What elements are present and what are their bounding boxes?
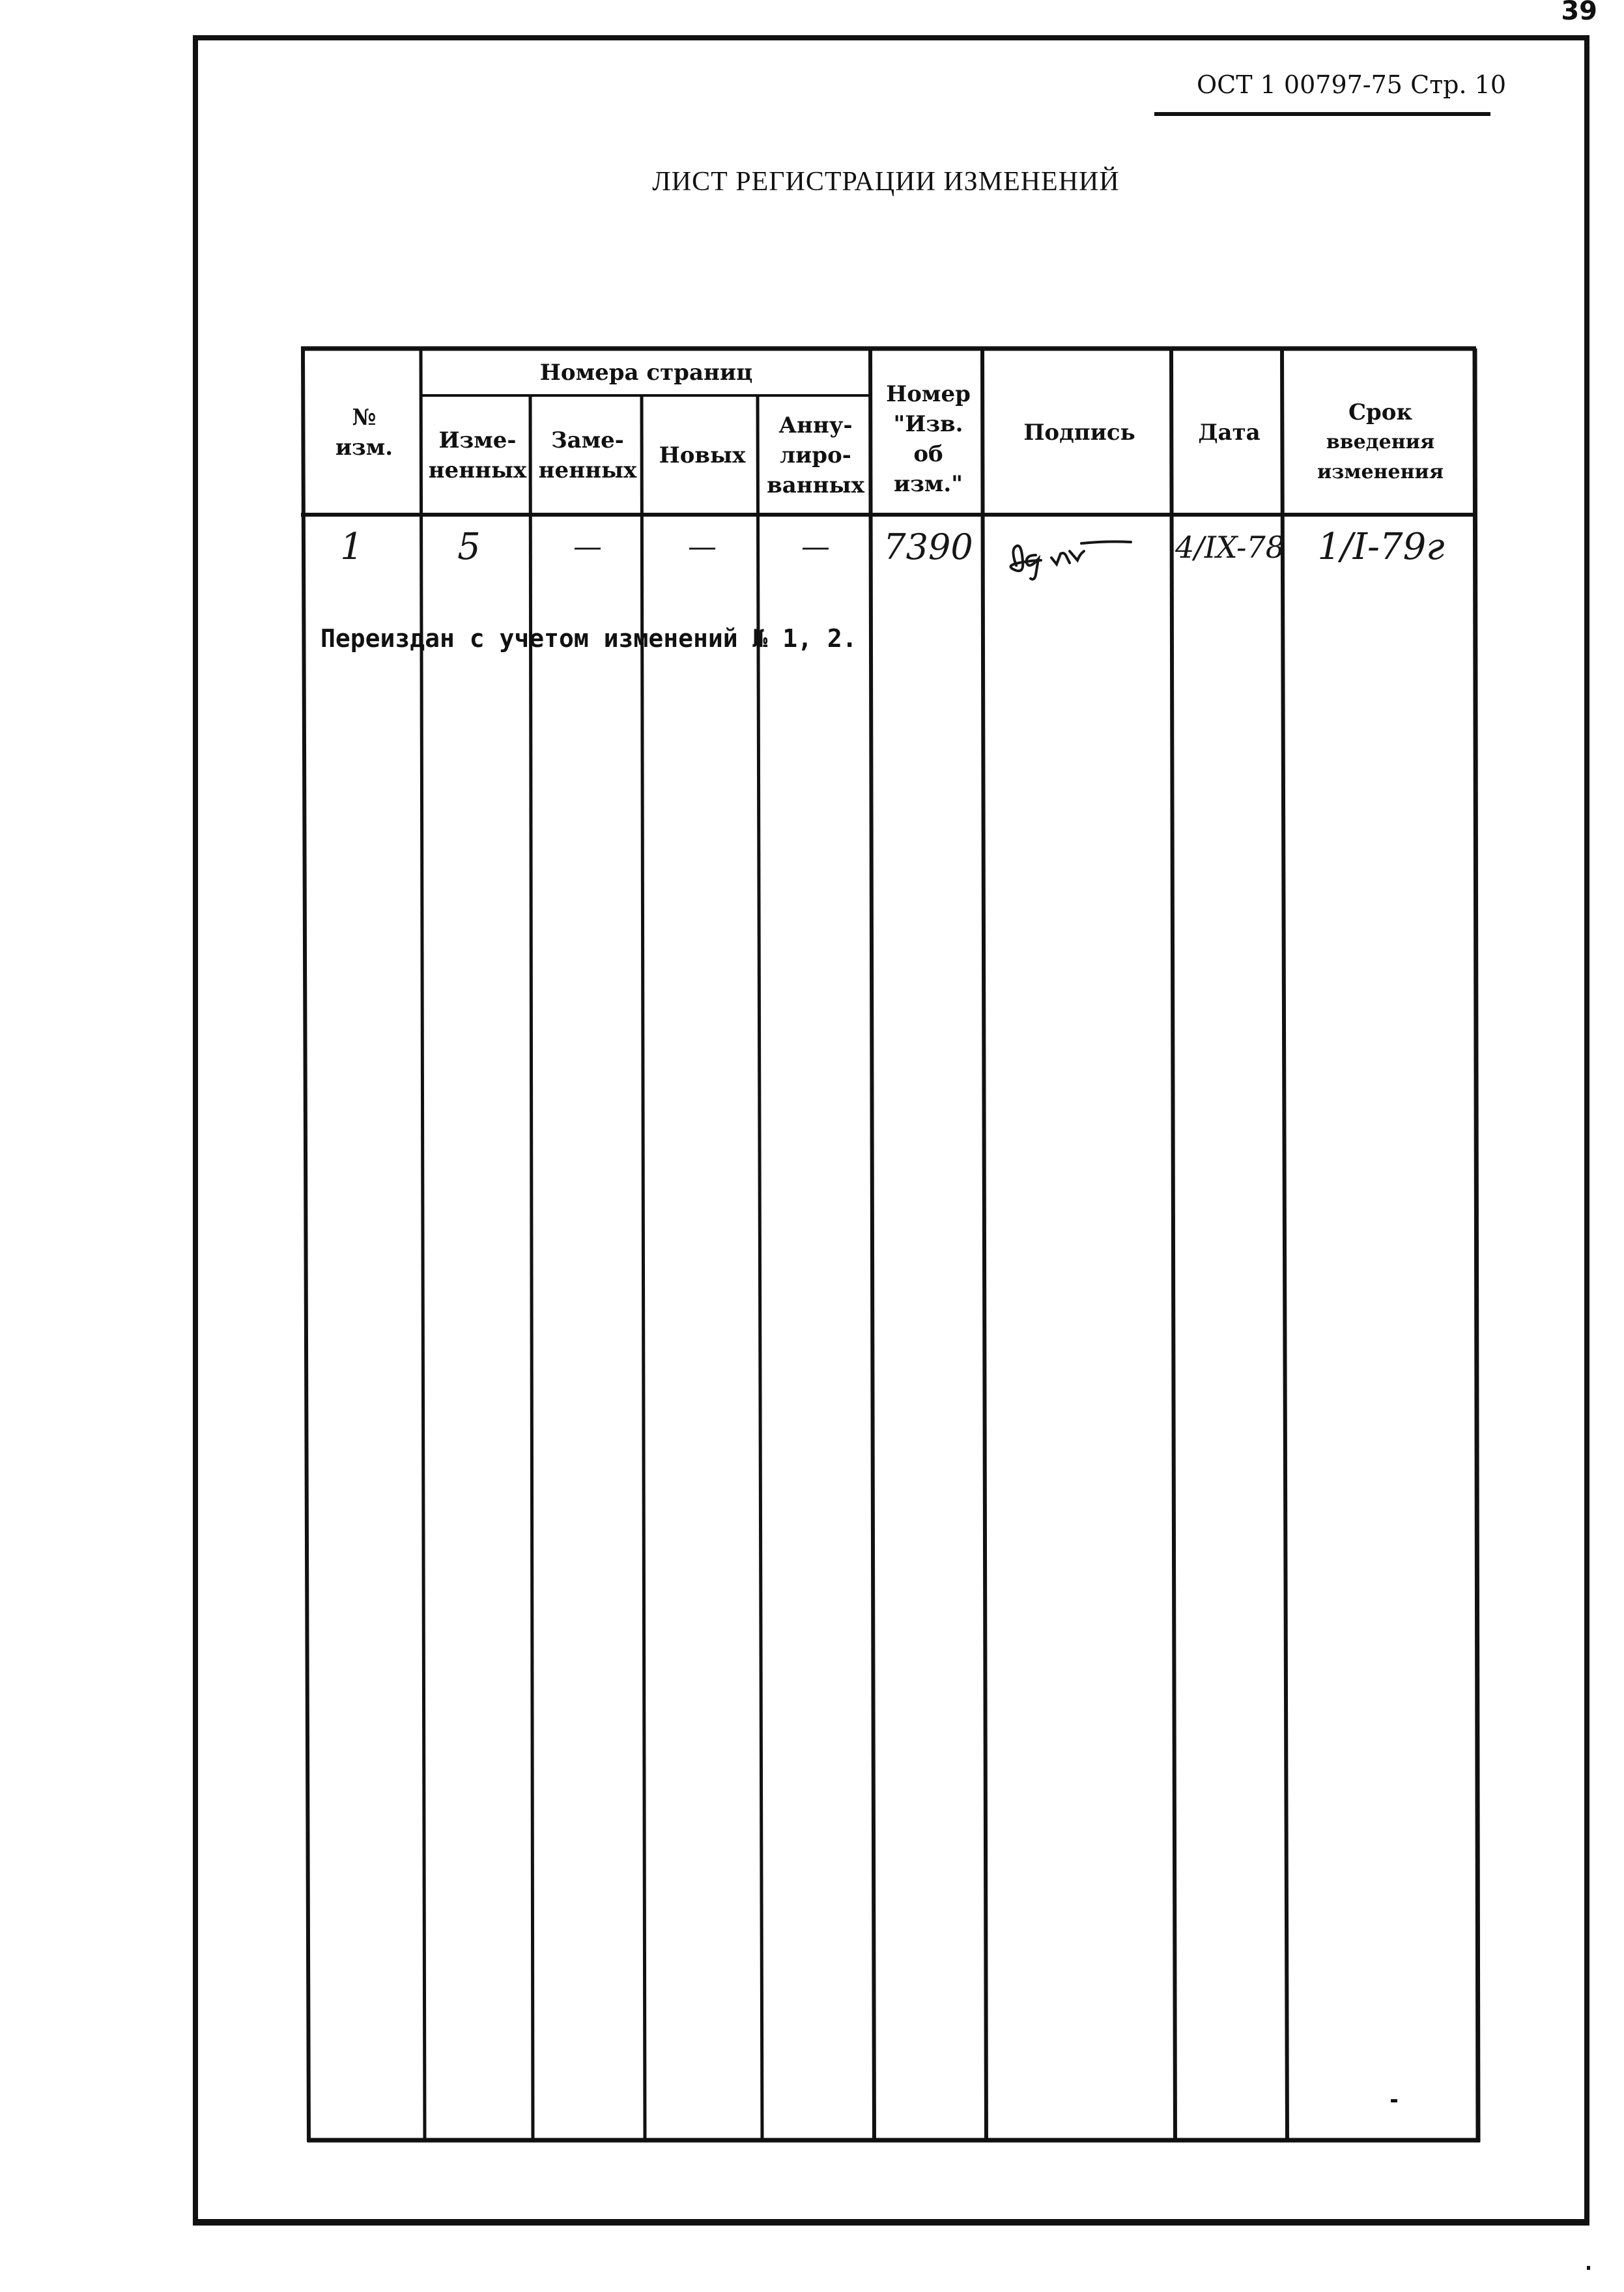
header-date: Дата [1198,420,1261,446]
row1-change-number: 1 [340,526,363,568]
header-replaced-pages-line1: Заме- [551,427,624,453]
header-notice-number-line3: об [913,441,943,467]
page-number: 39 [1561,0,1597,26]
reissue-note: Переиздан с учетом изменений № 1, 2. [321,624,857,653]
table-right-border [1475,349,1478,2142]
header-replaced-pages-line2: ненных [538,457,637,483]
col-divider-8 [1282,349,1287,2142]
header-change-number [306,352,422,513]
header-cancelled-pages-line2: лиро- [780,442,851,468]
header-notice-number-line2: "Изв. [893,411,963,437]
header-term-line1: Срок [1348,399,1413,425]
col-divider-5 [870,349,874,2142]
row1-cancelled-pages: — [801,530,830,564]
header-cancelled-pages-line3: ванных [767,472,864,498]
sheet-title: ЛИСТ РЕГИСТРАЦИИ ИЗМЕНЕНИЙ [652,167,1120,197]
row1-notice-number: 7390 [883,526,973,567]
row1-date: 4/IX-78 [1175,530,1285,565]
header-change-number-line1: № [352,405,377,431]
row1-changed-pages: 5 [457,526,481,568]
col-divider-6 [982,349,986,2142]
header-term-line2: введения [1326,431,1435,453]
header-page-numbers: Номера страниц [539,360,753,386]
col-divider-7 [1171,349,1175,2142]
table-left-border [303,349,309,2142]
scan-speck [1587,2266,1590,2270]
signature-mark [1011,541,1132,579]
header-changed-pages-line2: ненных [428,457,527,483]
header-signature: Подпись [1023,420,1135,446]
header-term-line3: изменения [1317,461,1444,483]
header-notice-number [873,365,984,513]
col-divider-1 [421,349,425,2142]
header-term [1286,371,1475,513]
row1-term: 1/I-79г [1317,526,1445,568]
row1-replaced-pages: — [573,530,602,564]
header-replaced-pages [533,397,642,513]
header-cancelled-pages-line1: Анну- [778,412,853,438]
row1-new-pages: — [688,530,717,564]
header-new-pages: Новых [659,442,746,468]
header-change-number-line2: изм. [335,435,393,461]
header-notice-number-line4: изм." [893,471,963,497]
header-changed-pages-line1: Изме- [438,427,517,453]
header-notice-number-line1: Номер [886,381,971,407]
header-cancelled-pages [761,397,870,513]
document-code: ОСТ 1 00797-75 Стр. 10 [1197,70,1506,99]
scan-speck [1391,2099,1397,2102]
header-changed-pages [423,397,532,513]
